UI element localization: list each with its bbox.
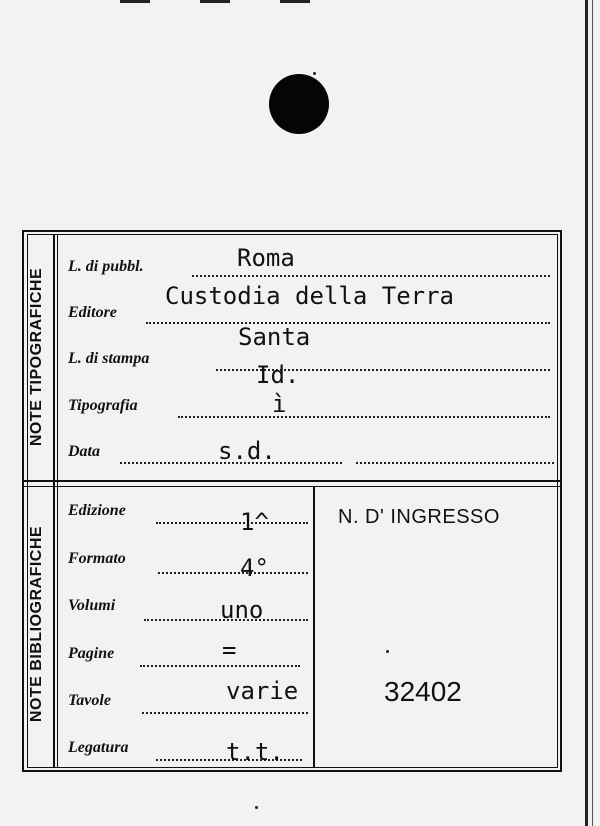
heading-column-separator [53,234,55,768]
edizione-value: 1^ [240,508,269,536]
volumi-label: Volumi [68,597,116,614]
data-label: Data [68,443,100,460]
legatura-value: t.t. [226,738,284,766]
speck [313,72,316,75]
pagine-label: Pagine [68,645,115,662]
tipografia-value: ì [272,390,287,418]
luogo-pubblicazione-value: Roma [237,244,295,272]
pagine-dots [140,665,300,667]
heading-column-separator-thin [57,234,58,768]
tipografia-label: Tipografia [68,397,138,414]
tavole-dots [142,712,308,714]
editore-label: Editore [68,304,117,321]
legatura-label: Legatura [68,739,129,756]
punch-hole [269,74,329,134]
note-bibliografiche-heading: NOTE BIBLIOGRAFICHE [28,525,45,723]
ingresso-column-separator [313,487,315,768]
volumi-value: uno [220,596,264,624]
luogo-stampa-label: L. di stampa [68,350,150,367]
edizione-dots [156,522,308,524]
edizione-label: Edizione [68,502,126,519]
tipografia-dots [178,416,550,418]
section-divider [22,480,562,487]
ingresso-label: N. D' INGRESSO [338,506,500,528]
top-edge-marks [120,0,350,3]
tavole-label: Tavole [68,692,111,709]
editore-value: Custodia della Terra [165,282,454,310]
editore-dots [146,322,550,324]
note-tipografiche-heading: NOTE TIPOGRAFICHE [28,267,45,447]
card-right-edge [585,0,588,826]
ingresso-number: 32402 [384,676,462,707]
formato-label: Formato [68,550,126,567]
luogo-pubblicazione-label: L. di pubbl. [68,258,144,275]
formato-value: 4° [240,554,269,582]
data-dots-right [356,462,554,464]
editore-value-continued: Santa [238,323,311,351]
formato-dots [158,572,308,574]
speck [386,650,389,653]
tavole-value: varie [226,677,299,705]
luogo-pubblicazione-dots [192,275,550,277]
pagine-value: = [222,636,237,664]
data-value: s.d. [218,437,276,465]
speck [255,806,258,809]
card-right-edge-line [592,0,593,826]
luogo-stampa-value: Id. [256,361,300,389]
